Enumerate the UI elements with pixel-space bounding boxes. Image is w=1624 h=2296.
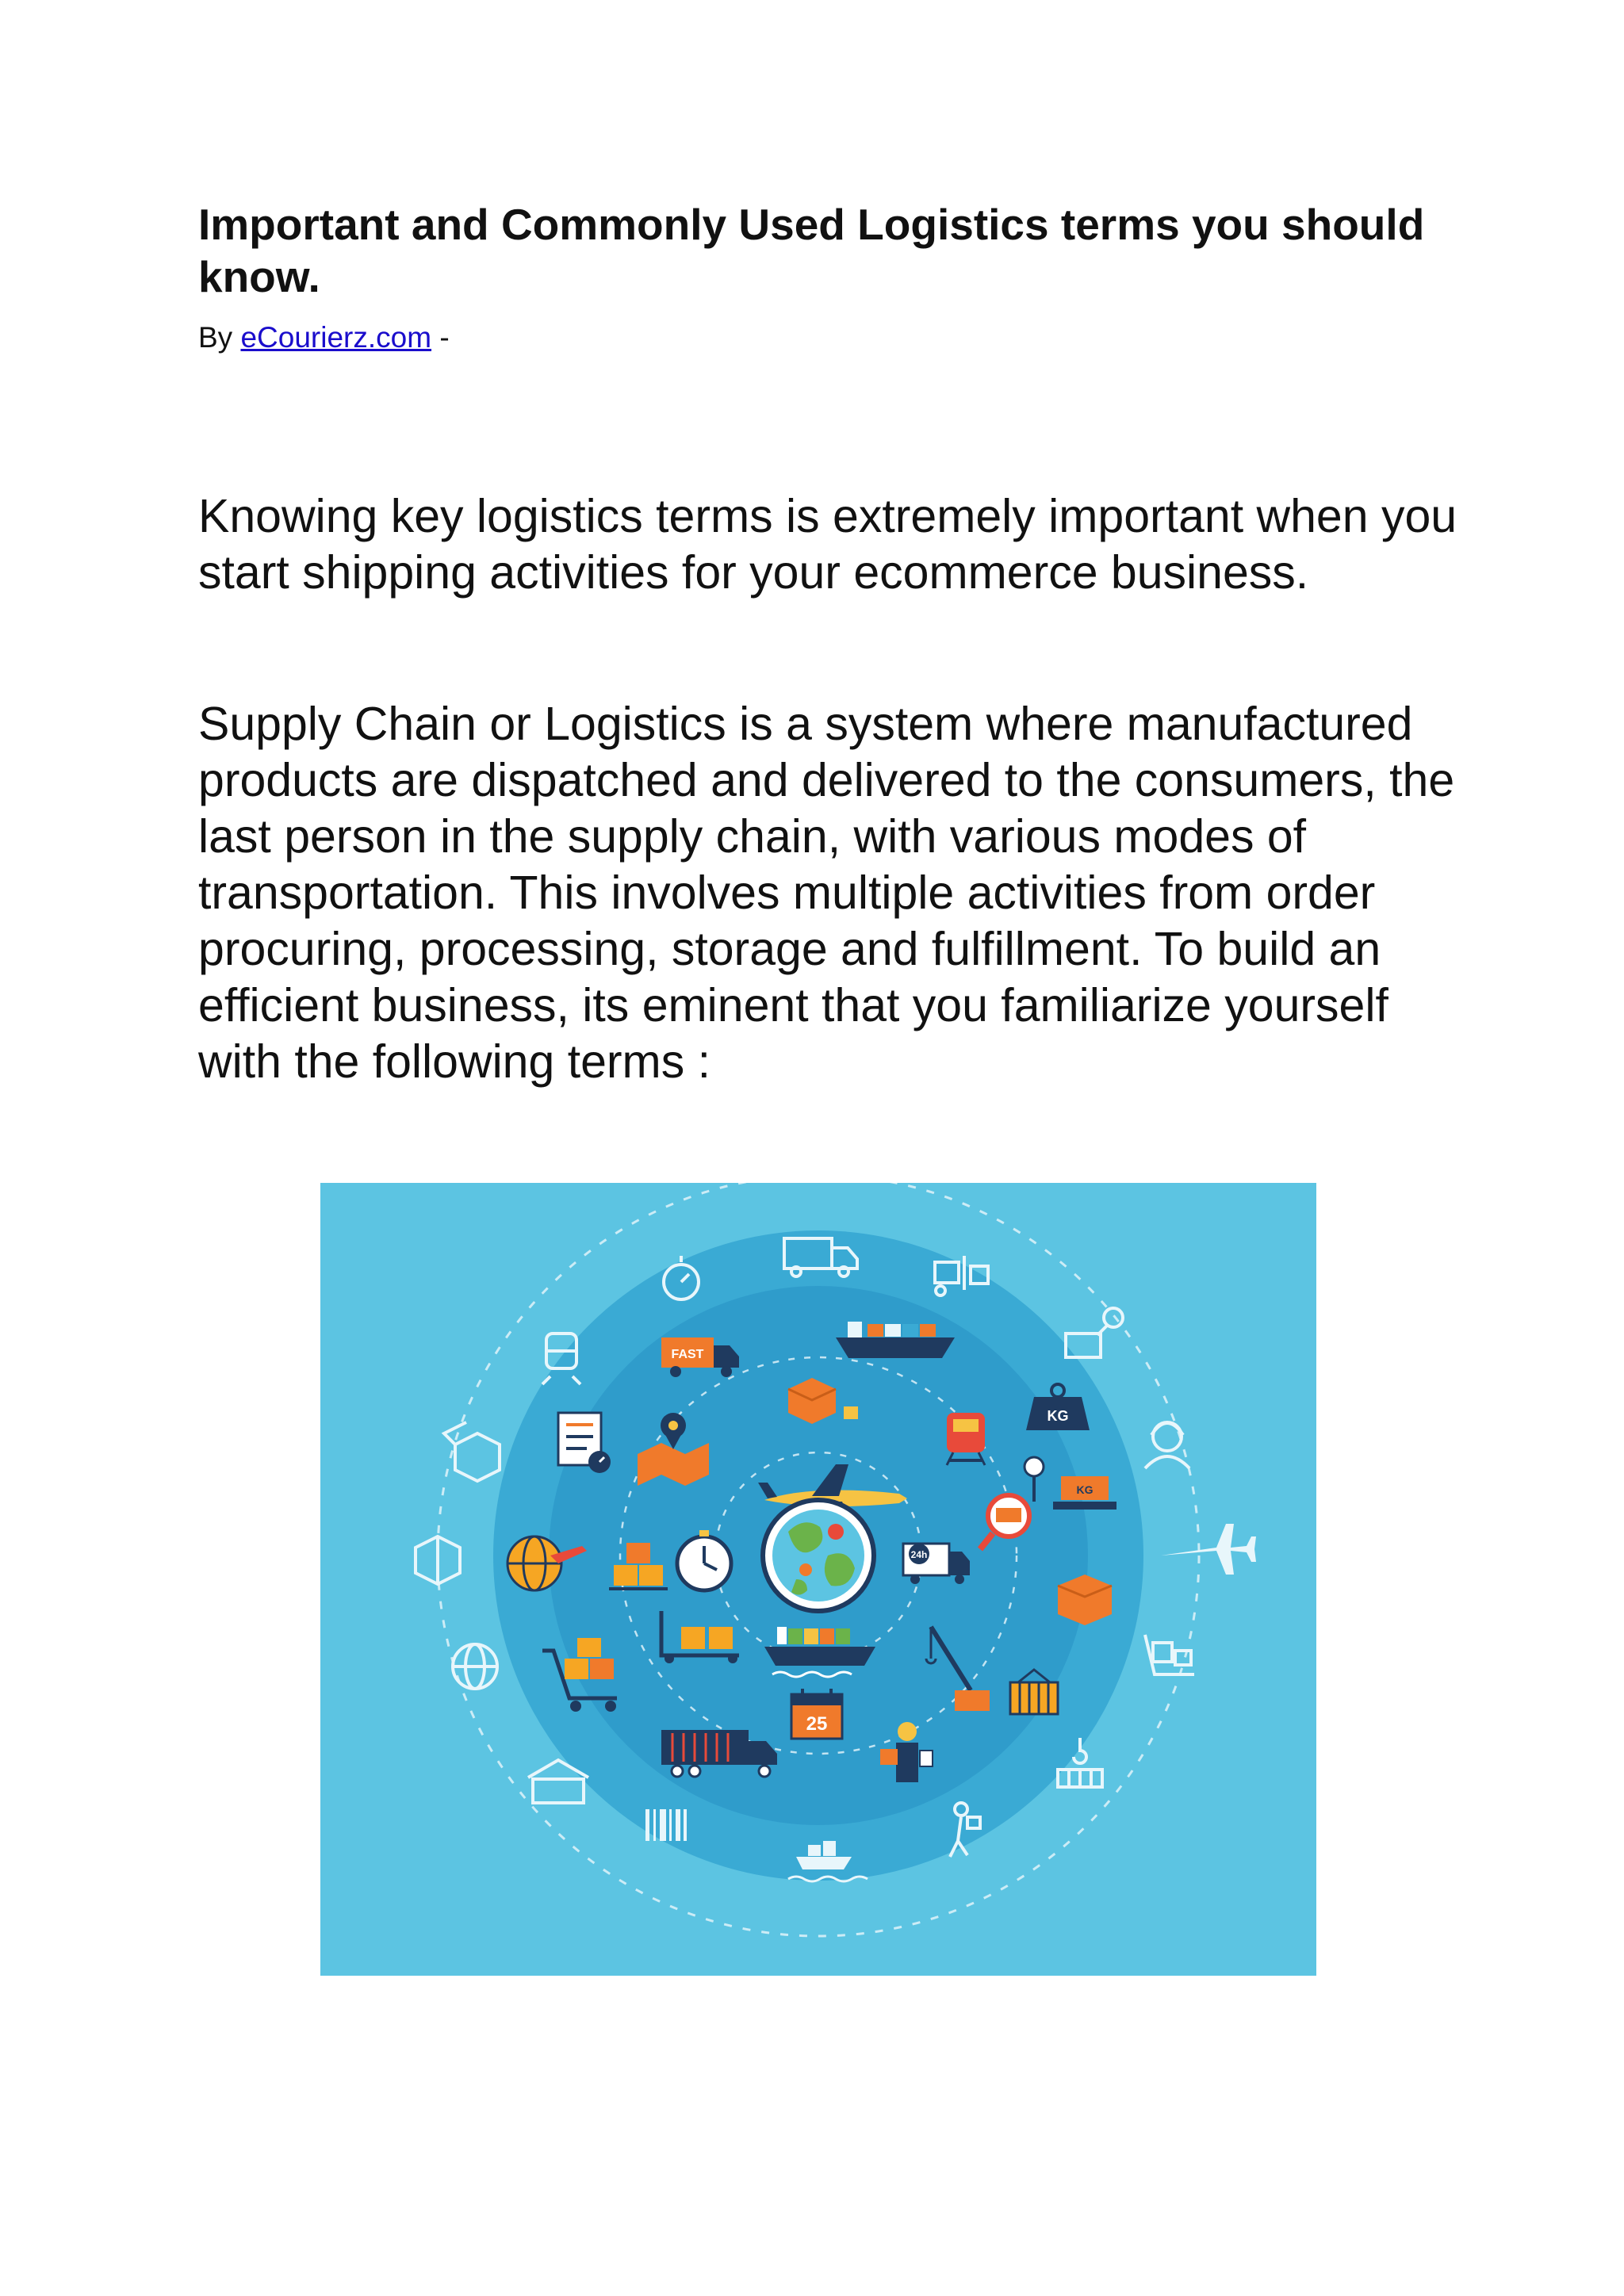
airplane-outline-icon: [1161, 1524, 1256, 1575]
box-kg-label: KG: [1076, 1483, 1094, 1496]
kg-label: KG: [1047, 1408, 1069, 1424]
24h-label: 24h: [910, 1549, 928, 1560]
handshake-box-icon: [416, 1536, 460, 1584]
byline-prefix: By: [198, 321, 233, 354]
fast-label: FAST: [671, 1348, 704, 1361]
support-agent-icon: [1145, 1422, 1189, 1468]
world-globe-icon: [763, 1500, 874, 1611]
author-link[interactable]: eCourierz.com: [240, 321, 432, 354]
intro-paragraph: Knowing key logistics terms is extremely important when you start shipping activities for your ecommerce business.: [198, 490, 1457, 599]
article-title: Important and Commonly Used Logistics terms you should know.: [198, 200, 1425, 301]
byline-suffix: -: [439, 321, 450, 354]
body-paragraph: Supply Chain or Logistics is a system where manufactured products are dispatched and delivered to the consumers, the last person in the supply chain, with various modes of transportation. This involves multiple activities from order procuring, processing, storage and fulfillment. To build an efficient business, its eminent that you familiarize yourself with the following terms :: [198, 698, 1455, 1088]
calendar-date-label: 25: [806, 1713, 828, 1735]
byline: [198, 320, 450, 355]
globe-outline-icon: [453, 1644, 497, 1689]
logistics-illustration: [320, 1183, 1316, 1976]
calendar-icon: [791, 1689, 842, 1739]
